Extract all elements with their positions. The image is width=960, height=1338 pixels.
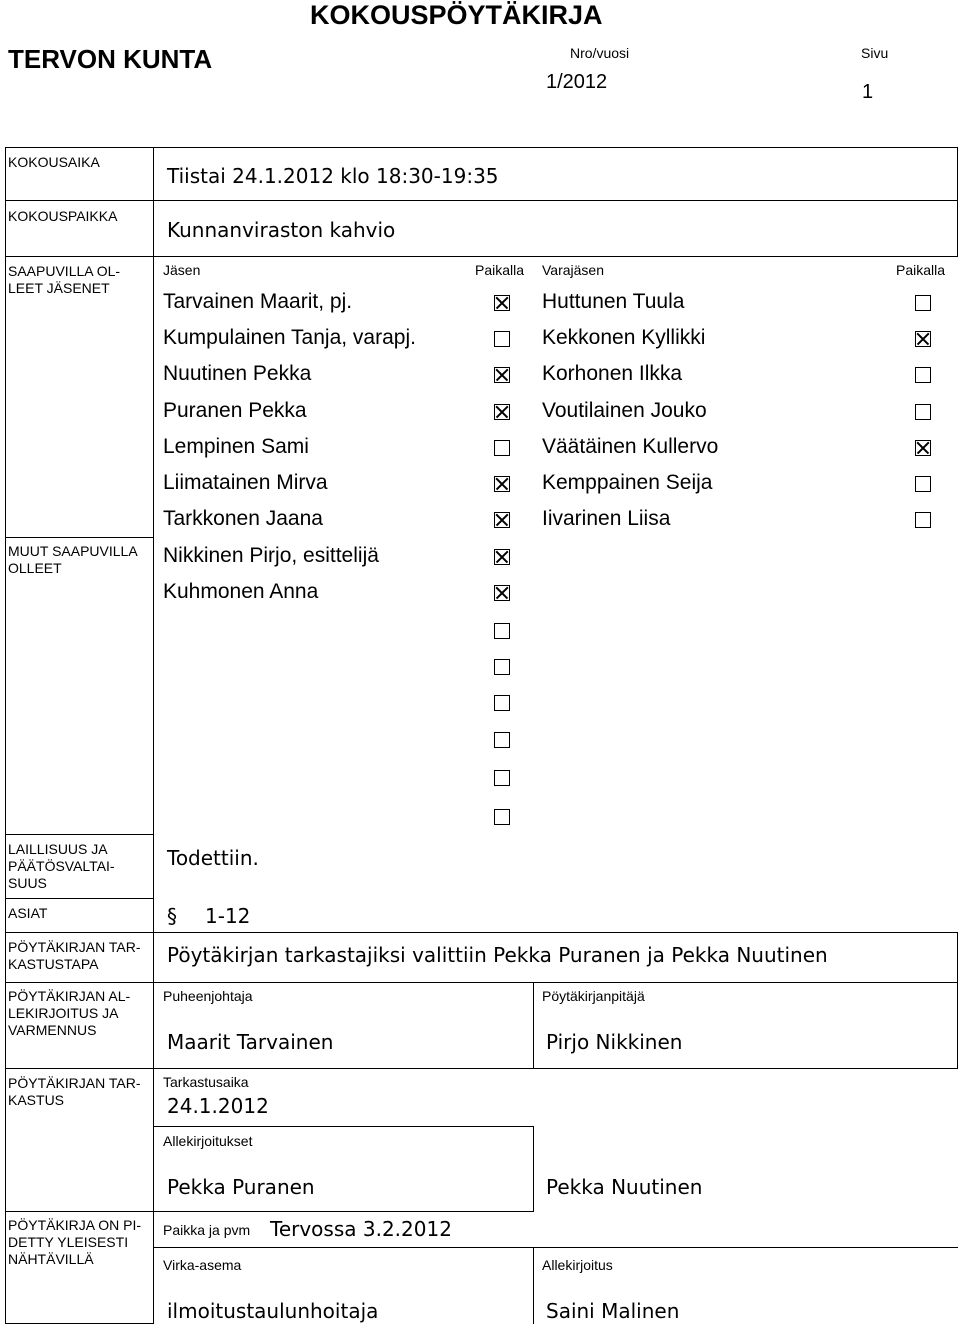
deputy-name: Voutilainen Jouko xyxy=(542,398,707,422)
other-attendee-name: Kuhmonen Anna xyxy=(163,580,319,603)
label-column-divider xyxy=(153,147,154,1324)
left-border xyxy=(5,147,6,1324)
label-tarkastus: PÖYTÄKIRJAN TAR- KASTUS xyxy=(8,1075,141,1108)
divider-allekirjoitus xyxy=(5,982,958,983)
nro-label: Nro/vuosi xyxy=(570,45,630,61)
unchecked-checkbox-icon[interactable] xyxy=(494,770,510,786)
divider-virka xyxy=(153,1247,958,1248)
checked-checkbox-icon[interactable] xyxy=(494,295,510,311)
checked-checkbox-icon[interactable] xyxy=(494,476,510,492)
divider-tarkastustapa xyxy=(5,932,958,933)
member-name: Kumpulainen Tanja, varapj. xyxy=(163,326,416,350)
checked-checkbox-icon[interactable] xyxy=(494,585,510,601)
checked-checkbox-icon[interactable] xyxy=(915,440,931,456)
divider-muut xyxy=(5,537,154,538)
header-paikalla-deputy: Paikalla xyxy=(896,262,946,278)
sihteeri-name: Pirjo Nikkinen xyxy=(546,1030,683,1054)
tarkastusaika-value: 24.1.2012 xyxy=(167,1094,269,1118)
label-saapuvilla: SAAPUVILLA OL- LEET JÄSENET xyxy=(8,263,121,296)
tarkastustapa-value: Pöytäkirjan tarkastajiksi valittiin Pekka Puranen ja Pekka Nuutinen xyxy=(167,943,828,967)
unchecked-checkbox-icon[interactable] xyxy=(494,331,510,347)
allekirjoittaja-name: Saini Malinen xyxy=(546,1299,680,1323)
header-paikalla: Paikalla xyxy=(475,262,525,278)
header-varajasen: Varajäsen xyxy=(542,262,605,278)
virka-value: ilmoitustaulunhoitaja xyxy=(167,1299,379,1323)
puheenjohtaja-name: Maarit Tarvainen xyxy=(167,1030,334,1054)
sivu-label: Sivu xyxy=(861,45,889,61)
unchecked-checkbox-icon[interactable] xyxy=(494,623,510,639)
right-border-tarkastustapa xyxy=(957,932,958,1069)
top-border xyxy=(5,147,958,148)
deputy-name: Korhonen Ilkka xyxy=(542,362,683,386)
unchecked-checkbox-icon[interactable] xyxy=(915,367,931,383)
label-nahtavilla: PÖYTÄKIRJA ON PI- DETTY YLEISESTI NÄHTÄVILLÄ xyxy=(8,1217,142,1267)
kokousaika-value: Tiistai 24.1.2012 klo 18:30-19:35 xyxy=(167,164,499,188)
unchecked-checkbox-icon[interactable] xyxy=(915,512,931,528)
organization-name: TERVON KUNTA xyxy=(8,44,213,74)
label-kokousaika: KOKOUSAIKA xyxy=(8,154,100,170)
header-jasen: Jäsen xyxy=(163,262,201,278)
divider-laillisuus xyxy=(5,834,154,835)
divider-asiat xyxy=(5,898,154,899)
tarkastaja2-name: Pekka Nuutinen xyxy=(546,1175,703,1199)
label-laillisuus: LAILLISUUS JA PÄÄTÖSVALTAI- SUUS xyxy=(8,841,115,891)
deputy-name: Väätäinen Kullervo xyxy=(542,434,719,458)
member-name: Tarvainen Maarit, pj. xyxy=(163,290,353,313)
laillisuus-value: Todettiin. xyxy=(167,846,259,870)
member-name: Lempinen Sami xyxy=(163,434,309,458)
document-title: KOKOUSPÖYTÄKIRJA xyxy=(310,0,603,30)
member-name: Tarkkonen Jaana xyxy=(163,507,323,531)
kokouspaikka-value: Kunnanviraston kahvio xyxy=(167,218,396,242)
signatures-right-border xyxy=(533,1126,534,1212)
tarkastusaika-label: Tarkastusaika xyxy=(163,1074,249,1090)
label-asiat: ASIAT xyxy=(8,905,48,921)
bottom-border xyxy=(5,1323,154,1324)
allekirjoitukset-label: Allekirjoitukset xyxy=(163,1133,253,1149)
unchecked-checkbox-icon[interactable] xyxy=(494,695,510,711)
deputy-name: Iivarinen Liisa xyxy=(542,507,671,531)
unchecked-checkbox-icon[interactable] xyxy=(915,476,931,492)
tarkastaja1-name: Pekka Puranen xyxy=(167,1175,315,1199)
label-muut-saapuvilla: MUUT SAAPUVILLA OLLEET xyxy=(8,543,138,576)
checked-checkbox-icon[interactable] xyxy=(494,512,510,528)
checked-checkbox-icon[interactable] xyxy=(494,549,510,565)
virka-label: Virka-asema xyxy=(163,1257,242,1273)
unchecked-checkbox-icon[interactable] xyxy=(494,659,510,675)
unchecked-checkbox-icon[interactable] xyxy=(494,440,510,456)
divider-kokouspaikka xyxy=(5,256,958,257)
deputy-name: Kekkonen Kyllikki xyxy=(542,326,706,350)
member-name: Puranen Pekka xyxy=(163,398,307,422)
checked-checkbox-icon[interactable] xyxy=(494,404,510,420)
paikka-value: Tervossa 3.2.2012 xyxy=(270,1217,452,1241)
allekirjoitus-label: Allekirjoitus xyxy=(542,1257,613,1273)
divider-tarkastus xyxy=(5,1068,958,1069)
deputy-name: Kemppainen Seija xyxy=(542,471,713,494)
paikka-label: Paikka ja pvm xyxy=(163,1222,251,1238)
member-name: Nuutinen Pekka xyxy=(163,362,312,386)
divider-nahtavilla xyxy=(5,1211,154,1212)
checked-checkbox-icon[interactable] xyxy=(494,367,510,383)
unchecked-checkbox-icon[interactable] xyxy=(494,809,510,825)
member-name: Liimatainen Mirva xyxy=(163,471,328,494)
label-allekirjoitus: PÖYTÄKIRJAN AL- LEKIRJOITUS JA VARMENNUS xyxy=(8,988,131,1038)
asiat-range: 1-12 xyxy=(205,904,251,928)
sivu-value: 1 xyxy=(862,81,874,103)
puheenjohtaja-label: Puheenjohtaja xyxy=(163,988,253,1004)
sihteeri-label: Pöytäkirjanpitäjä xyxy=(542,988,645,1004)
right-border-upper xyxy=(957,147,958,257)
divider-kokousaika xyxy=(5,200,958,201)
unchecked-checkbox-icon[interactable] xyxy=(915,404,931,420)
checked-checkbox-icon[interactable] xyxy=(915,331,931,347)
divider-allekirjoitukset xyxy=(153,1126,534,1127)
nro-value: 1/2012 xyxy=(546,71,608,93)
label-kokouspaikka: KOKOUSPAIKKA xyxy=(8,208,118,224)
label-tarkastustapa: PÖYTÄKIRJAN TAR- KASTUSTAPA xyxy=(8,939,141,972)
divider-paikka xyxy=(153,1211,534,1212)
deputy-name: Huttunen Tuula xyxy=(542,290,685,313)
other-attendee-name: Nikkinen Pirjo, esittelijä xyxy=(163,544,379,567)
unchecked-checkbox-icon[interactable] xyxy=(494,732,510,748)
unchecked-checkbox-icon[interactable] xyxy=(915,295,931,311)
virka-column-divider xyxy=(533,1247,534,1324)
asiat-section-symbol: § xyxy=(167,904,177,928)
signature-column-divider xyxy=(533,982,534,1069)
